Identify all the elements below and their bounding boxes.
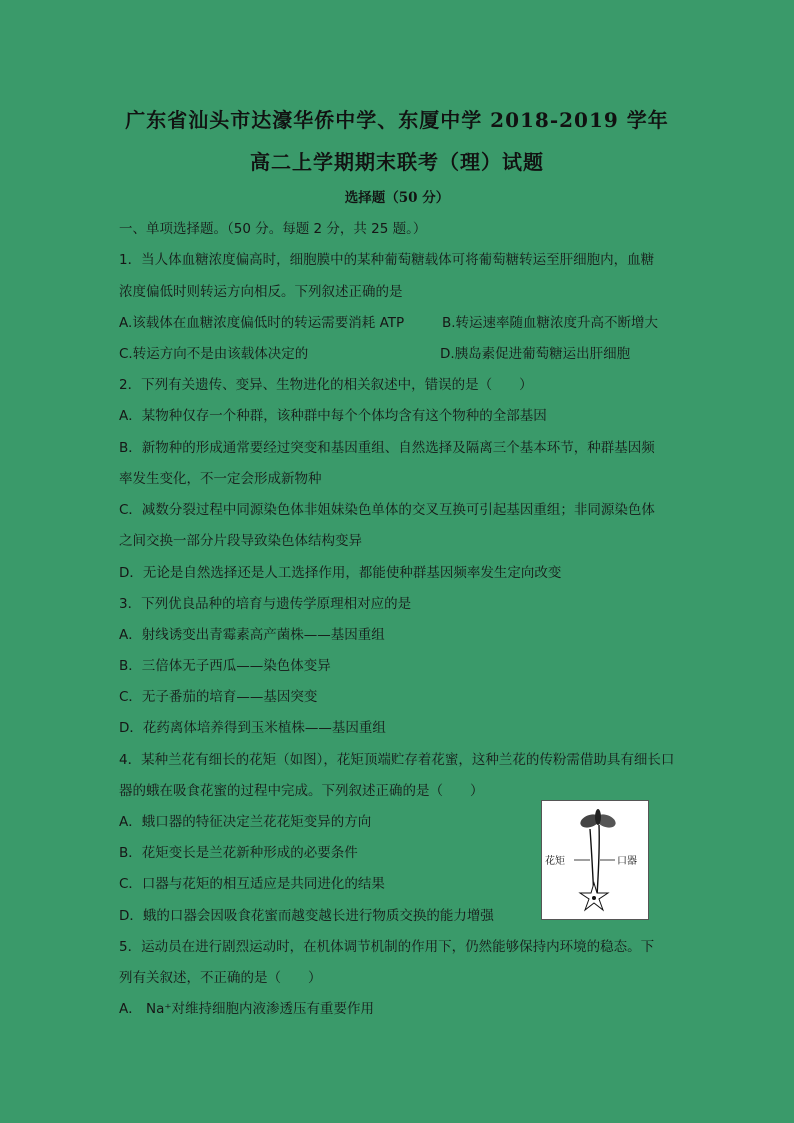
q2-option-b-line-2: 率发生变化，不一定会形成新物种 [119,471,322,487]
q3-stem: 3．下列优良品种的培育与遗传学原理相对应的是 [119,596,412,612]
q1-option-d: D.胰岛素促进葡萄糖运出肝细胞 [440,346,631,362]
q4-option-b: B．花矩变长是兰花新种形成的必要条件 [119,845,358,861]
q2-stem: 2．下列有关遗传、变异、生物进化的相关叙述中，错误的是（ ） [119,377,533,393]
q3-option-c: C．无子番茄的培育——基因突变 [119,689,318,705]
q4-option-a: A．蛾口器的特征决定兰花花矩变异的方向 [119,814,372,830]
q1-option-b: B.转运速率随血糖浓度升高不断增大 [442,315,659,331]
q5-stem-line-2: 列有关叙述，不正确的是（ ） [119,970,322,986]
figure-label-mouthpart: 口器 [617,856,637,867]
q5-option-a: A． Na⁺对维持细胞内液渗透压有重要作用 [119,1001,375,1017]
title-line-1: 广东省汕头市达濠华侨中学、东厦中学 2018-2019 学年 [125,108,669,132]
q4-stem-line-1: 4．某种兰花有细长的花矩（如图），花矩顶端贮存着花蜜，这种兰花的传粉需借助具有细长口 [119,752,675,768]
title-line-2: 高二上学期期末联考（理）试题 [250,150,544,174]
q5-stem-line-1: 5．运动员在进行剧烈运动时，在机体调节机制的作用下，仍然能够保持内环境的稳态。下 [119,939,655,955]
q2-option-c-line-1: C．减数分裂过程中同源染色体非姐妹染色单体的交叉互换可引起基因重组；非同源染色体 [119,502,655,518]
q3-option-d: D．花药离体培养得到玉米植株——基因重组 [119,720,386,736]
q4-option-c: C．口器与花矩的相互适应是共同进化的结果 [119,876,385,892]
section-heading: 选择题（50 分） [344,190,450,206]
instructions: 一、单项选择题。（50 分。每题 2 分，共 25 题。） [119,221,427,237]
q1-stem-line-1: 1．当人体血糖浓度偏高时，细胞膜中的某种葡萄糖载体可将葡萄糖转运至肝细胞内，血糖 [119,252,655,268]
q2-option-c-line-2: 之间交换一部分片段导致染色体结构变异 [119,533,362,549]
q2-option-a: A．某物种仅存一个种群，该种群中每个个体均含有这个物种的全部基因 [119,408,547,424]
q3-option-a: A．射线诱变出青霉素高产菌株——基因重组 [119,627,385,643]
q3-option-b: B．三倍体无子西瓜——染色体变异 [119,658,331,674]
orchid-moth-figure [541,800,649,920]
orchid-moth-illustration [542,801,648,919]
q2-option-b-line-1: B．新物种的形成通常要经过突变和基因重组、自然选择及隔离三个基本环节，种群基因频 [119,440,655,456]
q4-stem-line-2: 器的蛾在吸食花蜜的过程中完成。下列叙述正确的是（ ） [119,783,484,799]
q1-option-a: A.该载体在血糖浓度偏低时的转运需要消耗 ATP [119,315,405,331]
q4-option-d: D．蛾的口器会因吸食花蜜而越变越长进行物质交换的能力增强 [119,908,494,924]
figure-label-spur: 花矩 [545,856,565,867]
q1-stem-line-2: 浓度偏低时则转运方向相反。下列叙述正确的是 [119,284,403,300]
q2-option-d: D．无论是自然选择还是人工选择作用，都能使种群基因频率发生定向改变 [119,565,562,581]
q1-option-c: C.转运方向不是由该载体决定的 [119,346,309,362]
